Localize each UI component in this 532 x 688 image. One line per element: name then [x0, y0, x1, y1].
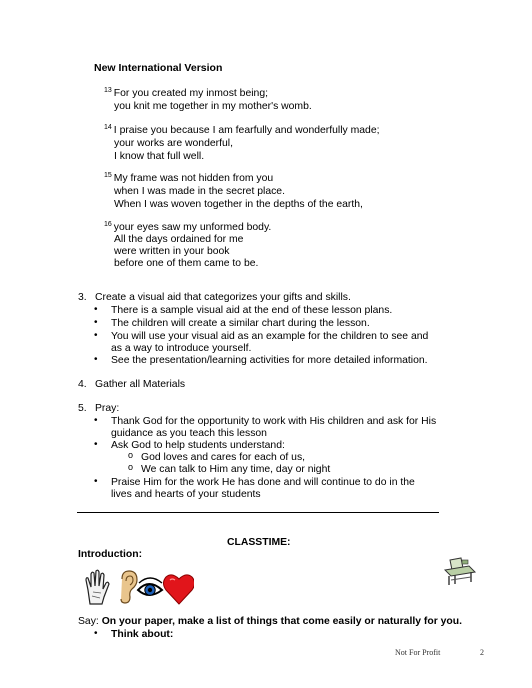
item-5-bullet-1-cont: guidance as you teach this lesson: [111, 428, 267, 439]
item-4-text: Gather all Materials: [95, 379, 186, 390]
verse-number: 15: [104, 172, 112, 179]
verse-16-line-1: $^{16}$ your eyes saw my unformed body.: [104, 221, 272, 233]
introduction-heading: Introduction:: [78, 549, 143, 560]
think-about: Think about:: [111, 629, 174, 640]
item-3-bullet-3: You will use your visual aid as an example for the children to see and: [111, 331, 429, 342]
item-3-bullet-1: There is a sample visual aid at the end of these lesson plans.: [111, 305, 393, 316]
senses-icons: [84, 568, 194, 608]
item-5-bullet-1: Thank God for the opportunity to work with His children and ask for His: [111, 416, 437, 427]
item-5-number: 5.: [78, 403, 87, 414]
verse-16-line-2: All the days ordained for me: [114, 234, 244, 245]
verse-13-line-2: you knit me together in my mother's womb.: [114, 101, 312, 112]
item-3-bullet-3-cont: as a way to introduce yourself.: [111, 343, 252, 354]
item-5-text: Pray:: [95, 403, 120, 414]
verse-14-line-3: I know that full well.: [114, 151, 205, 162]
sub-bullet-circle: o: [128, 462, 134, 472]
verse-15-line-2: when I was made in the secret place.: [114, 186, 285, 197]
say-label: Say:: [78, 616, 99, 627]
verse-15-line-1: $^{15}$ My frame was not hidden from you: [104, 172, 274, 184]
verse-number: 13: [104, 87, 112, 94]
item-3-number: 3.: [78, 292, 87, 303]
section-divider: [77, 512, 439, 513]
ear-icon: [121, 571, 137, 603]
say-line: [78, 615, 462, 628]
verse-16-line-4: before one of them came to be.: [114, 258, 259, 269]
verse-14-line-2: your works are wonderful,: [114, 138, 233, 149]
say-instruction: On your paper, make a list of things that come easily or naturally for you.: [101, 616, 462, 627]
item-3-bullet-4: See the presentation/learning activities for more detailed information.: [111, 355, 428, 366]
verse-13-line-1: $^{13}$ For you created my inmost being;: [104, 87, 268, 99]
desk-icon: [441, 556, 479, 588]
verse-number: 14: [104, 124, 112, 131]
bullet-dot: •: [94, 330, 98, 341]
item-4-number: 4.: [78, 379, 87, 390]
verse-16-line-3: were written in your book: [114, 246, 230, 257]
verse-14-line-1: $^{14}$ I praise you because I am fearfully and wonderfully made;: [104, 124, 380, 136]
footer-label: Not For Profit: [395, 648, 441, 657]
item-5-sub-2: We can talk to Him any time, day or night: [141, 464, 331, 475]
bullet-dot: •: [94, 304, 98, 315]
bullet-dot: •: [94, 317, 98, 328]
verse-number: 16: [104, 221, 112, 228]
item-3-text: Create a visual aid that categorizes your gifts and skills.: [95, 292, 351, 303]
page-number: 2: [480, 648, 484, 657]
verse-15-line-3: When I was woven together in the depths of the earth,: [114, 199, 363, 210]
classtime-heading: CLASSTIME:: [227, 537, 291, 548]
item-5-bullet-2: Ask God to help students understand:: [111, 440, 285, 451]
eye-icon: [138, 578, 162, 595]
heart-icon: [164, 575, 195, 604]
hand-icon: [86, 570, 109, 604]
bullet-dot: •: [94, 415, 98, 426]
item-5-sub-1: God loves and cares for each of us,: [141, 452, 306, 463]
bullet-dot: •: [94, 354, 98, 365]
item-5-bullet-3: Praise Him for the work He has done and will continue to do in the: [111, 477, 415, 488]
bullet-dot: •: [94, 476, 98, 487]
item-3-bullet-2: The children will create a similar chart during the lesson.: [111, 318, 370, 329]
version-title: New International Version: [94, 62, 223, 74]
bullet-dot: •: [94, 628, 98, 639]
bullet-dot: •: [94, 439, 98, 450]
item-5-bullet-3-cont: lives and hearts of your students: [111, 489, 261, 500]
sub-bullet-circle: o: [128, 450, 134, 460]
